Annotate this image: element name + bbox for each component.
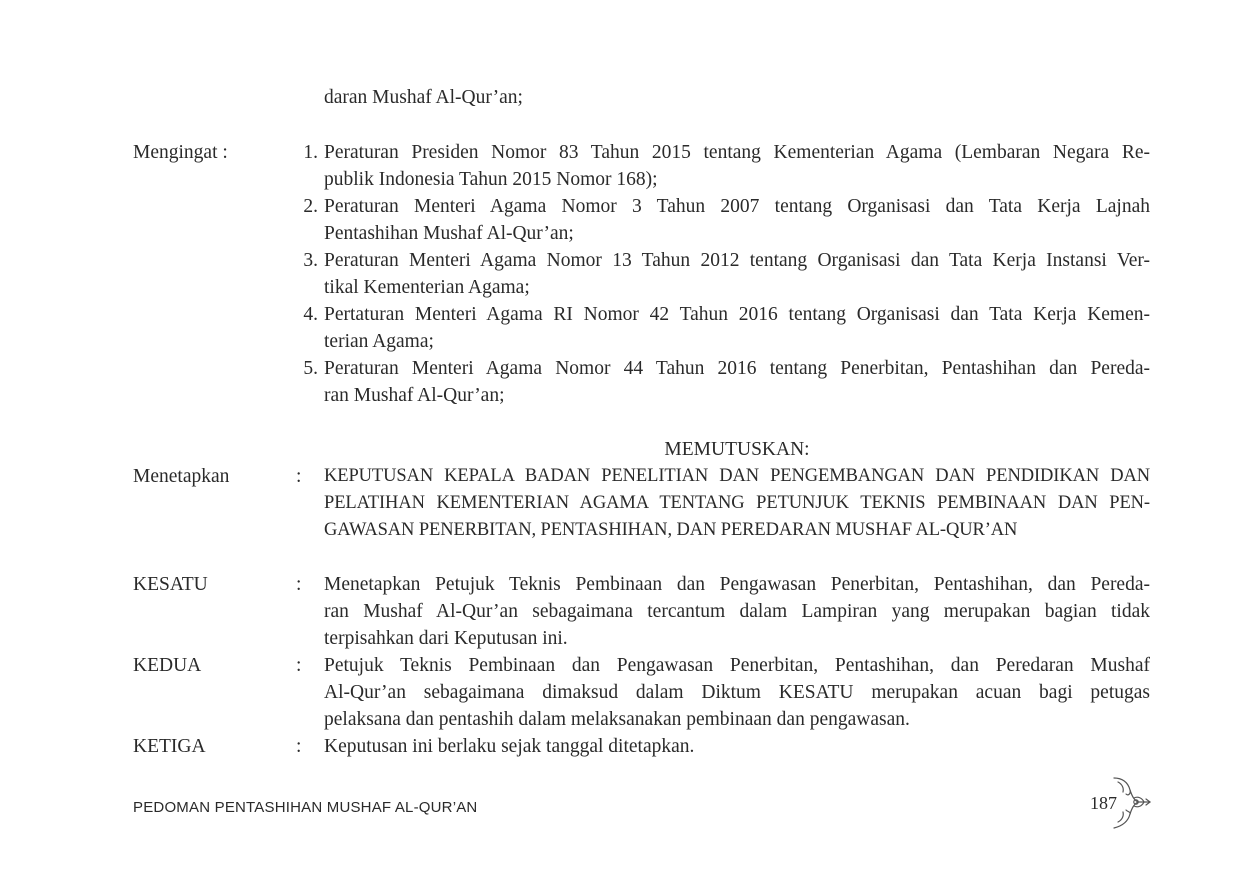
list-item-line: terian Agama; bbox=[324, 331, 434, 352]
list-number: 3. bbox=[303, 250, 318, 271]
kesatu-line: terpisahkan dari Keputusan ini. bbox=[324, 628, 568, 649]
list-number: 5. bbox=[303, 358, 318, 379]
kesatu-label: KESATU bbox=[133, 574, 208, 595]
list-item-line: Peraturan Menteri Agama Nomor 13 Tahun 2012 tentang Organisasi dan Tata Kerja Instansi Ver- bbox=[324, 250, 1150, 271]
menetapkan-line: GAWASAN PENERBITAN, PENTASHIHAN, DAN PEREDARAN MUSHAF AL-QUR’AN bbox=[324, 520, 1018, 540]
page-number: 187 bbox=[1090, 793, 1117, 813]
kesatu-line: ran Mushaf Al-Qur’an sebagaimana tercantum dalam Lampiran yang merupakan bagian tidak bbox=[324, 601, 1150, 622]
list-number: 1. bbox=[303, 142, 318, 163]
mengingat-label: Mengingat : bbox=[133, 142, 228, 163]
colon: : bbox=[296, 574, 302, 595]
list-number: 4. bbox=[303, 304, 318, 325]
floral-ornament-icon bbox=[1108, 774, 1154, 839]
colon: : bbox=[296, 466, 302, 487]
menetapkan-label: Menetapkan bbox=[133, 466, 230, 487]
list-item-line: ran Mushaf Al-Qur’an; bbox=[324, 385, 505, 406]
list-item-line: tikal Kementerian Agama; bbox=[324, 277, 530, 298]
list-number: 2. bbox=[303, 196, 318, 217]
list-item-line: publik Indonesia Tahun 2015 Nomor 168); bbox=[324, 169, 658, 190]
continuation-line: daran Mushaf Al-Qur’an; bbox=[324, 87, 523, 108]
list-item-line: Peraturan Presiden Nomor 83 Tahun 2015 tentang Kementerian Agama (Lembaran Negara Re- bbox=[324, 142, 1150, 163]
kedua-line: Al-Qur’an sebagaimana dimaksud dalam Diktum KESATU merupakan acuan bagi petugas bbox=[324, 682, 1150, 703]
menetapkan-line: PELATIHAN KEMENTERIAN AGAMA TENTANG PETUNJUK TEKNIS PEMBINAAN DAN PEN- bbox=[324, 493, 1150, 513]
memutuskan-heading: MEMUTUSKAN: bbox=[664, 439, 810, 460]
menetapkan-line: KEPUTUSAN KEPALA BADAN PENELITIAN DAN PENGEMBANGAN DAN PENDIDIKAN DAN bbox=[324, 466, 1150, 486]
kesatu-line: Menetapkan Petujuk Teknis Pembinaan dan Pengawasan Penerbitan, Pentashihan, dan Pereda- bbox=[324, 574, 1150, 595]
ketiga-line: Keputusan ini berlaku sejak tanggal ditetapkan. bbox=[324, 736, 695, 757]
list-item-line: Peraturan Menteri Agama Nomor 44 Tahun 2016 tentang Penerbitan, Pentashihan dan Pereda- bbox=[324, 358, 1150, 379]
running-title: PEDOMAN PENTASHIHAN MUSHAF AL-QUR’AN bbox=[133, 799, 478, 816]
list-item-line: Pertaturan Menteri Agama RI Nomor 42 Tahun 2016 tentang Organisasi dan Tata Kerja Kemen- bbox=[324, 304, 1150, 325]
kedua-line: Petujuk Teknis Pembinaan dan Pengawasan Penerbitan, Pentashihan, dan Peredaran Mushaf bbox=[324, 655, 1150, 676]
colon: : bbox=[296, 655, 302, 676]
kedua-line: pelaksana dan pentashih dalam melaksanakan pembinaan dan pengawasan. bbox=[324, 709, 910, 730]
colon: : bbox=[296, 736, 302, 757]
list-item-line: Pentashihan Mushaf Al-Qur’an; bbox=[324, 223, 574, 244]
ketiga-label: KETIGA bbox=[133, 736, 206, 757]
kedua-label: KEDUA bbox=[133, 655, 202, 676]
list-item-line: Peraturan Menteri Agama Nomor 3 Tahun 2007 tentang Organisasi dan Tata Kerja Lajnah bbox=[324, 196, 1150, 217]
